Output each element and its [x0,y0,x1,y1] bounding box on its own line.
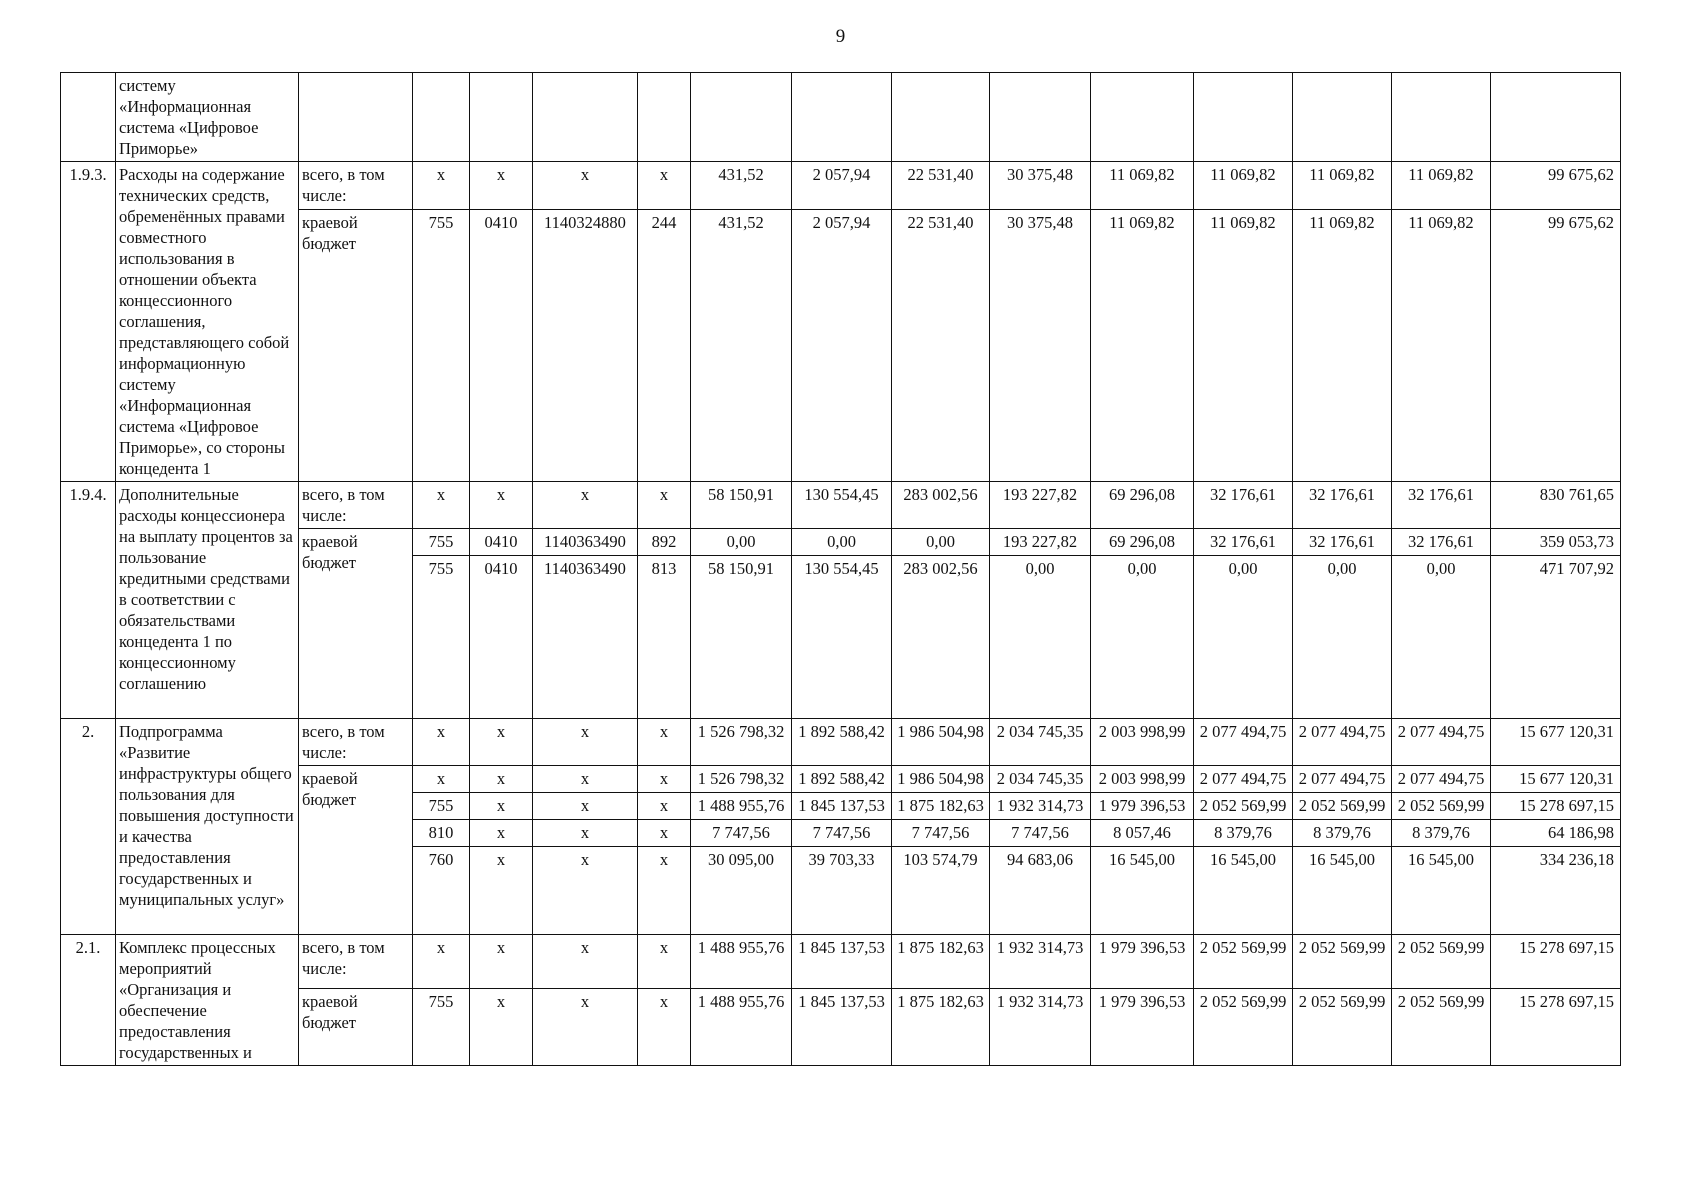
table-cell: 2 003 998,99 [1091,766,1194,793]
table-cell [691,73,792,162]
table-cell: 64 186,98 [1491,820,1621,847]
row-number: 1.9.4. [61,482,116,719]
row-name: Подпрограмма «Развитие инфраструктуры общего пользования для повышения доступности и качества предоставления государственных и муниципальных услуг» [116,719,299,935]
funding-source [299,73,413,162]
table-cell: x [638,847,691,935]
table-cell: 1 875 182,63 [892,935,990,989]
table-cell: x [533,847,638,935]
table-cell: 2 052 569,99 [1293,989,1392,1066]
table-cell: 1 526 798,32 [691,766,792,793]
table-cell [638,73,691,162]
page-number: 9 [835,26,846,47]
table-cell: 1 488 955,76 [691,793,792,820]
row-name: систему «Информационная система «Цифровое Приморье» [116,73,299,162]
table-cell: 0410 [470,529,533,556]
table-cell: x [470,935,533,989]
funding-source: краевой бюджет [299,210,413,482]
table-cell: 15 677 120,31 [1491,719,1621,766]
table-cell: 0,00 [990,556,1091,719]
table-cell: 810 [413,820,470,847]
table-row [61,935,1621,989]
table-cell: 7 747,56 [792,820,892,847]
table-cell: x [470,793,533,820]
table-cell: 1 526 798,32 [691,719,792,766]
table-cell: 1 845 137,53 [792,793,892,820]
table-cell: 1 932 314,73 [990,935,1091,989]
table-cell: x [533,482,638,529]
table-cell: 2 034 745,35 [990,719,1091,766]
table-cell: 2 057,94 [792,162,892,210]
table-cell: 244 [638,210,691,482]
table-cell: 32 176,61 [1293,529,1392,556]
table-cell: x [533,766,638,793]
table-cell: 7 747,56 [892,820,990,847]
funding-source: всего, в том числе: [299,482,413,529]
table-cell: 30 375,48 [990,162,1091,210]
table-cell: 8 057,46 [1091,820,1194,847]
table-cell [1392,73,1491,162]
table-cell: 69 296,08 [1091,529,1194,556]
table-cell: 431,52 [691,210,792,482]
table-cell: 0,00 [691,529,792,556]
table-cell [533,73,638,162]
funding-source: краевой бюджет [299,766,413,935]
funding-source: краевой бюджет [299,989,413,1066]
table-cell: 1140363490 [533,529,638,556]
table-cell: x [638,989,691,1066]
table-cell: x [470,989,533,1066]
table-cell: 755 [413,989,470,1066]
table-cell: 22 531,40 [892,210,990,482]
table-cell: 8 379,76 [1392,820,1491,847]
table-cell: 11 069,82 [1392,162,1491,210]
funding-source: всего, в том числе: [299,162,413,210]
table-cell: 1 986 504,98 [892,719,990,766]
table-cell: 813 [638,556,691,719]
table-cell: 283 002,56 [892,556,990,719]
table-cell: 0,00 [1293,556,1392,719]
table-cell: 1 875 182,63 [892,989,990,1066]
table-cell: 2 052 569,99 [1194,989,1293,1066]
row-name: Дополнительные расходы концессионера на выплату процентов за пользование кредитными средствами в соответствии с обязательствами концедента 1 по концессионному соглашению [116,482,299,719]
table-cell: 193 227,82 [990,529,1091,556]
table-cell: x [470,766,533,793]
funding-source: краевой бюджет [299,529,413,719]
table-cell: x [533,820,638,847]
table-cell: 2 052 569,99 [1293,935,1392,989]
table-cell: 1 932 314,73 [990,793,1091,820]
table-cell: 8 379,76 [1194,820,1293,847]
row-number: 1.9.3. [61,162,116,482]
table-cell: 7 747,56 [990,820,1091,847]
table-cell: 2 052 569,99 [1392,793,1491,820]
table-cell: 0,00 [792,529,892,556]
table-cell: 32 176,61 [1392,482,1491,529]
table-cell: x [470,820,533,847]
table-cell: 11 069,82 [1091,210,1194,482]
table-cell: 283 002,56 [892,482,990,529]
table-cell: 2 052 569,99 [1392,989,1491,1066]
table-cell: 755 [413,793,470,820]
table-cell: 2 052 569,99 [1293,793,1392,820]
table-cell [1293,73,1392,162]
table-cell: 1140324880 [533,210,638,482]
table-cell: 2 077 494,75 [1293,719,1392,766]
table-cell: 2 052 569,99 [1194,935,1293,989]
table-cell [1194,73,1293,162]
table-cell: 99 675,62 [1491,210,1621,482]
table-cell: 760 [413,847,470,935]
table-cell: 130 554,45 [792,482,892,529]
table-cell: 15 278 697,15 [1491,793,1621,820]
table-cell: 359 053,73 [1491,529,1621,556]
table-cell: x [638,935,691,989]
table-cell: 2 077 494,75 [1194,766,1293,793]
table-cell: 892 [638,529,691,556]
table-cell: 2 052 569,99 [1194,793,1293,820]
row-name: Расходы на содержание технических средств, обременённых правами совместного использования в отношении объекта концессионного соглашения, представляющего собой информационную систему «Информационная система «Цифровое Приморье», со стороны концедента 1 [116,162,299,482]
table-cell: 11 069,82 [1194,162,1293,210]
table-cell: 1 892 588,42 [792,719,892,766]
table-cell: 755 [413,556,470,719]
table-cell: 94 683,06 [990,847,1091,935]
table-cell: 1 875 182,63 [892,793,990,820]
table-cell: x [638,162,691,210]
table-cell [1491,73,1621,162]
table-cell: 0,00 [1091,556,1194,719]
table-cell [892,73,990,162]
table-cell: 0,00 [892,529,990,556]
table-cell: 16 545,00 [1194,847,1293,935]
table-cell: 11 069,82 [1293,210,1392,482]
table-cell: 7 747,56 [691,820,792,847]
table-row [61,719,1621,766]
row-name: Комплекс процессных мероприятий «Организация и обеспечение предоставления государственных и [116,935,299,1066]
funding-source: всего, в том числе: [299,935,413,989]
table-cell: 755 [413,529,470,556]
table-body [61,73,1621,1066]
table-cell: 1 488 955,76 [691,989,792,1066]
table-cell [470,73,533,162]
table-cell: 69 296,08 [1091,482,1194,529]
table-cell: 58 150,91 [691,556,792,719]
table-cell: 32 176,61 [1194,529,1293,556]
table-cell: 830 761,65 [1491,482,1621,529]
table-cell: 334 236,18 [1491,847,1621,935]
table-cell: 431,52 [691,162,792,210]
table-cell: x [413,935,470,989]
table-cell: 0,00 [1194,556,1293,719]
table-cell: 39 703,33 [792,847,892,935]
table-cell: 11 069,82 [1091,162,1194,210]
table-cell: 58 150,91 [691,482,792,529]
table-cell: 2 052 569,99 [1392,935,1491,989]
table-cell: x [533,719,638,766]
row-number: 2. [61,719,116,935]
table-cell: x [413,162,470,210]
table-cell: 755 [413,210,470,482]
table-cell: x [413,766,470,793]
table-cell: 15 278 697,15 [1491,989,1621,1066]
table-cell: 32 176,61 [1194,482,1293,529]
table-cell: x [638,793,691,820]
table-cell: x [638,719,691,766]
table-cell: 0410 [470,556,533,719]
table-cell: 1 932 314,73 [990,989,1091,1066]
table-cell: x [470,482,533,529]
table-cell: x [638,766,691,793]
table-cell: x [533,989,638,1066]
table-cell [792,73,892,162]
table-cell: 1 845 137,53 [792,989,892,1066]
budget-table [60,72,1621,1066]
table-cell: 0410 [470,210,533,482]
table-cell: 1 845 137,53 [792,935,892,989]
table-cell: x [413,719,470,766]
table-cell: x [470,162,533,210]
table-cell: 1140363490 [533,556,638,719]
table-cell: 0,00 [1392,556,1491,719]
table-cell: 471 707,92 [1491,556,1621,719]
table-cell [990,73,1091,162]
table-cell: 11 069,82 [1392,210,1491,482]
table-cell: 8 379,76 [1293,820,1392,847]
row-number: 2.1. [61,935,116,1066]
table-cell: x [533,935,638,989]
table-cell: x [533,793,638,820]
table-cell: 16 545,00 [1091,847,1194,935]
table-cell [413,73,470,162]
table-cell: 99 675,62 [1491,162,1621,210]
table-cell: 1 488 955,76 [691,935,792,989]
table-cell: 2 077 494,75 [1293,766,1392,793]
table-cell: x [470,847,533,935]
table-cell: 16 545,00 [1392,847,1491,935]
table-cell: 2 077 494,75 [1194,719,1293,766]
table-cell: 32 176,61 [1392,529,1491,556]
table-cell: 2 077 494,75 [1392,719,1491,766]
table-cell: 1 979 396,53 [1091,935,1194,989]
table-cell: x [638,482,691,529]
table-row [61,482,1621,529]
table-cell: 2 034 745,35 [990,766,1091,793]
table-row [61,73,1621,162]
table-cell: 1 979 396,53 [1091,793,1194,820]
table-row [61,162,1621,210]
table-cell [1091,73,1194,162]
row-number [61,73,116,162]
table-cell: x [413,482,470,529]
table-cell: 103 574,79 [892,847,990,935]
table-cell: 32 176,61 [1293,482,1392,529]
table-cell: 11 069,82 [1293,162,1392,210]
table-cell: 11 069,82 [1194,210,1293,482]
table-cell: 30 375,48 [990,210,1091,482]
funding-source: всего, в том числе: [299,719,413,766]
table-cell: 15 278 697,15 [1491,935,1621,989]
table-cell: 15 677 120,31 [1491,766,1621,793]
table-cell: x [638,820,691,847]
table-cell: x [533,162,638,210]
table-cell: 16 545,00 [1293,847,1392,935]
table-cell: 1 979 396,53 [1091,989,1194,1066]
table-cell: 2 003 998,99 [1091,719,1194,766]
table-cell: x [470,719,533,766]
table-cell: 22 531,40 [892,162,990,210]
table-cell: 193 227,82 [990,482,1091,529]
table-cell: 2 077 494,75 [1392,766,1491,793]
table-cell: 130 554,45 [792,556,892,719]
table-cell: 30 095,00 [691,847,792,935]
table-cell: 2 057,94 [792,210,892,482]
table-cell: 1 892 588,42 [792,766,892,793]
table-cell: 1 986 504,98 [892,766,990,793]
